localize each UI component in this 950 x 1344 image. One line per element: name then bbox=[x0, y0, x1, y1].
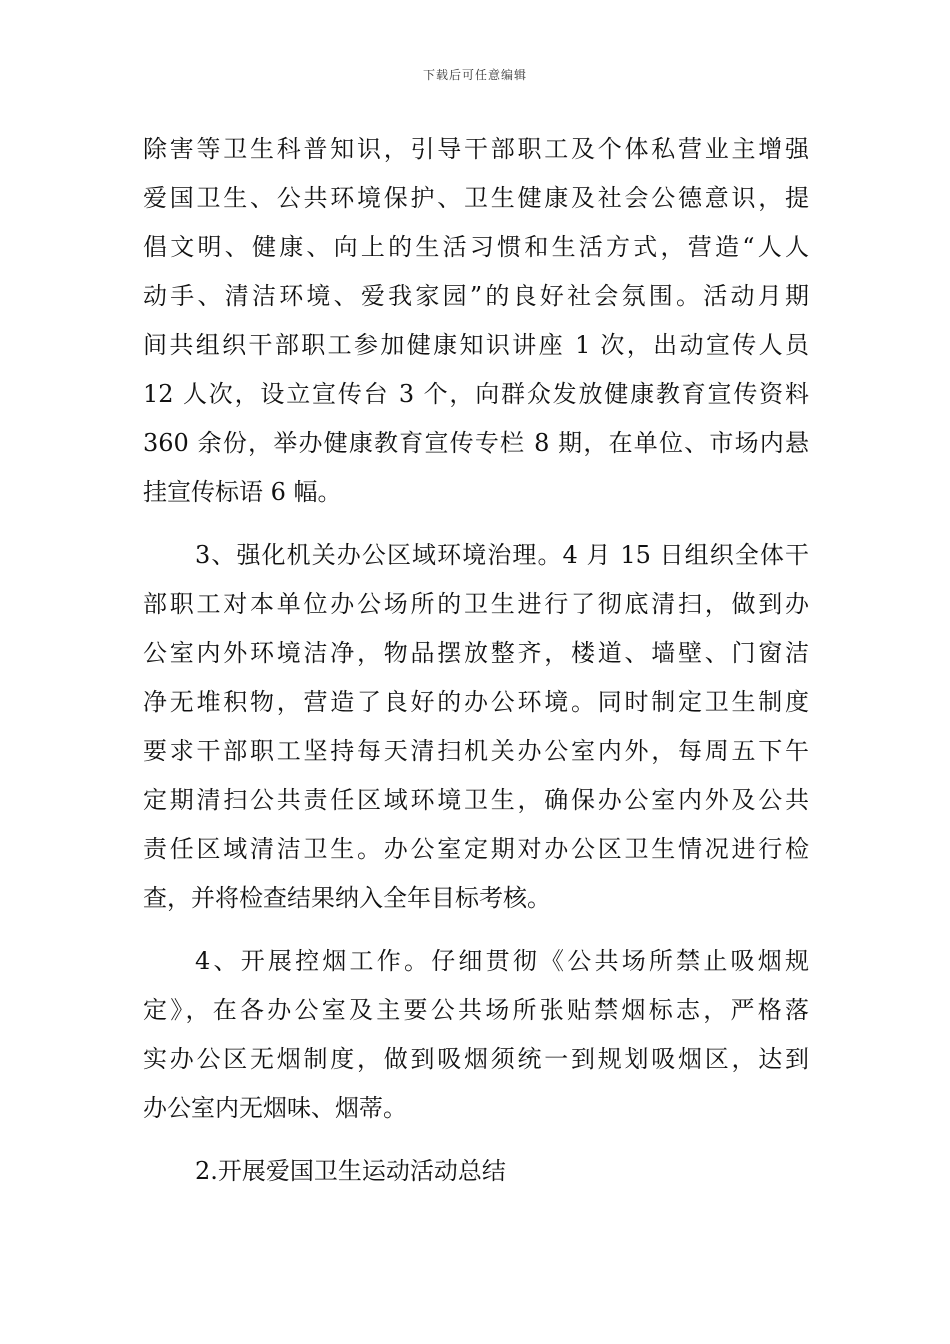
paragraph-line: 挂宣传标语 6 幅。 bbox=[143, 478, 342, 506]
paragraph-line: 除害等卫生科普知识，引导干部职工及个体私营业主增强 bbox=[143, 135, 809, 163]
paragraph-line: 办公室内无烟味、烟蒂。 bbox=[143, 1094, 407, 1122]
paragraph-line: 360 余份，举办健康教育宣传专栏 8 期，在单位、市场内悬 bbox=[143, 429, 809, 457]
paragraph-line: 动手、清洁环境、爱我家园”的良好社会氛围。活动月期 bbox=[143, 282, 809, 310]
paragraph-line: 要求干部职工坚持每天清扫机关办公室内外，每周五下午 bbox=[143, 737, 809, 765]
paragraph-line: 部职工对本单位办公场所的卫生进行了彻底清扫，做到办 bbox=[143, 590, 809, 618]
paragraph-line: 爱国卫生、公共环境保护、卫生健康及社会公德意识，提 bbox=[143, 184, 809, 212]
paragraph-line: 公室内外环境洁净，物品摆放整齐，楼道、墙壁、门窗洁 bbox=[143, 639, 809, 667]
paragraph-line: 倡文明、健康、向上的生活习惯和生活方式，营造“人人 bbox=[143, 233, 809, 261]
paragraph-line: 间共组织干部职工参加健康知识讲座 1 次，出动宣传人员 bbox=[143, 331, 809, 359]
page-header-note: 下载后可任意编辑 bbox=[422, 68, 527, 82]
paragraph-line: 12 人次，设立宣传台 3 个，向群众发放健康教育宣传资料 bbox=[143, 380, 809, 408]
paragraph-health-promotion bbox=[143, 125, 809, 517]
paragraph-office-environment bbox=[143, 531, 809, 923]
paragraph-line: 责任区域清洁卫生。办公室定期对办公区卫生情况进行检 bbox=[143, 835, 809, 863]
paragraph-tobacco-control bbox=[143, 937, 809, 1133]
paragraph-line: 查，并将检查结果纳入全年目标考核。 bbox=[143, 884, 551, 912]
paragraph-line: 实办公区无烟制度，做到吸烟须统一到规划吸烟区，达到 bbox=[143, 1045, 809, 1073]
paragraph-line: 净无堆积物，营造了良好的办公环境。同时制定卫生制度 bbox=[143, 688, 809, 716]
section-heading: 2.开展爱国卫生运动活动总结 bbox=[195, 1157, 506, 1185]
paragraph-line: 4、开展控烟工作。仔细贯彻《公共场所禁止吸烟规 bbox=[195, 947, 809, 975]
paragraph-line: 定期清扫公共责任区域环境卫生，确保办公室内外及公共 bbox=[143, 786, 809, 814]
paragraph-line: 定》，在各办公室及主要公共场所张贴禁烟标志，严格落 bbox=[143, 996, 809, 1024]
document-body bbox=[143, 125, 809, 1196]
paragraph-line: 3、强化机关办公区域环境治理。4 月 15 日组织全体干 bbox=[195, 541, 809, 569]
